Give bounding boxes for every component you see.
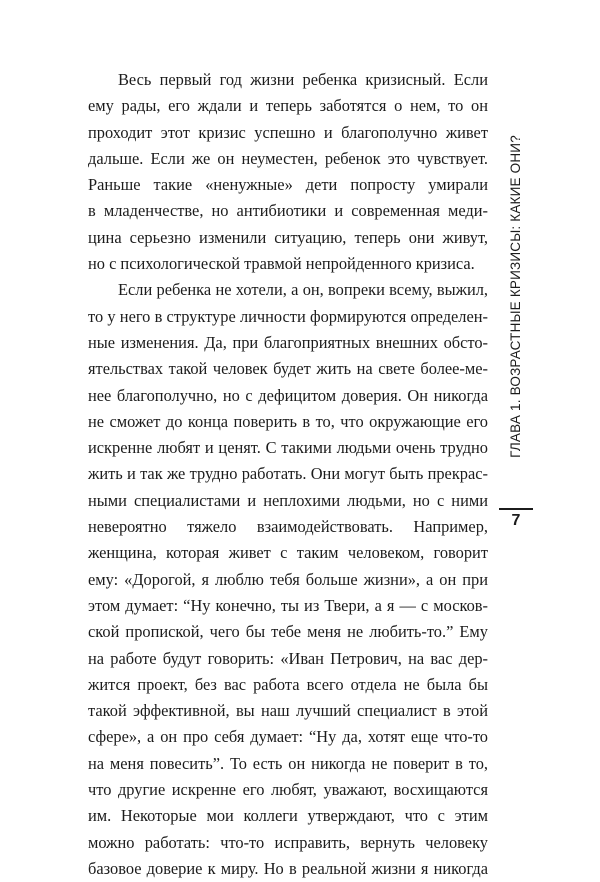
running-head bbox=[505, 96, 525, 496]
text-line: жить и так же трудно работать. Они могут быть прекрас- bbox=[88, 464, 488, 484]
text-line: дальше. Если же он неуместен, ребенок это чувствует. bbox=[88, 148, 488, 168]
text-line: нее благополучно, но с дефицитом доверия. Он никогда bbox=[88, 385, 488, 405]
text-line: не сможет до конца поверить в то, что окружающие его bbox=[88, 411, 488, 431]
text-line: женщина, которая живет с таким человеком, говорит bbox=[88, 543, 488, 563]
text-line: ятельствах такой человек будет жить на свете более-ме- bbox=[88, 359, 488, 379]
text-line: невероятно тяжело взаимодействовать. Например, bbox=[88, 517, 488, 537]
text-line: сфере», а он про себя думает: “Ну да, хотят еще что-то bbox=[88, 727, 488, 747]
text-line: такой эффективной, вы наш лучший специалист в этой bbox=[88, 701, 488, 721]
text-line: то у него в структуре личности формируются определен- bbox=[88, 306, 488, 326]
page-number: 7 bbox=[511, 512, 521, 529]
text-line: ему: «Дорогой, я люблю тебя больше жизни», а он при bbox=[88, 569, 488, 589]
text-line: им. Некоторые мои коллеги утверждают, что с этим bbox=[88, 806, 488, 826]
text-line: Раньше такие «ненужные» дети попросту умирали bbox=[88, 175, 488, 195]
text-line: Весь первый год жизни ребенка кризисный. Если bbox=[118, 70, 488, 89]
text-line: в младенчестве, но антибиотики и современная меди- bbox=[88, 201, 488, 221]
running-head-text: ГЛАВА 1. ВОЗРАСТНЫЕ КРИЗИСЫ: КАКИЕ ОНИ? bbox=[507, 134, 523, 458]
text-line: проходит этот кризис успешно и благополучно живет bbox=[88, 122, 488, 142]
text-line: Если ребенка не хотели, а он, вопреки всему, выжил, bbox=[118, 280, 488, 300]
text-line: жится проект, без вас работа всего отдела не была бы bbox=[88, 674, 488, 694]
text-line: можно работать: что-то исправить, вернуть человеку bbox=[88, 832, 488, 852]
text-line: но с психологической травмой непройденного кризиса. bbox=[88, 254, 475, 274]
text-line: на меня повесить”. То есть он никогда не поверит в то, bbox=[88, 753, 488, 773]
text-line: ные изменения. Да, при благоприятных внешних обсто- bbox=[88, 332, 488, 352]
text-line: что другие искренне его любят, уважают, восхищаются bbox=[88, 780, 488, 800]
text-line: базовое доверие к миру. Но в реальной жизни я никогда bbox=[88, 858, 488, 878]
text-line: на работе будут говорить: «Иван Петрович, на вас дер- bbox=[88, 648, 488, 668]
text-line: цина серьезно изменили ситуацию, теперь они живут, bbox=[88, 227, 488, 247]
text-line: искренне любят и ценят. С такими людьми очень трудно bbox=[88, 438, 488, 458]
text-line: ему рады, его ждали и теперь заботятся о нем, то он bbox=[88, 96, 488, 116]
body-text bbox=[88, 67, 488, 882]
text-line: ской пропиской, чего бы тебе меня не любить-то.” Ему bbox=[88, 622, 488, 642]
text-line: этом думает: “Ну конечно, ты из Твери, а я — с москов- bbox=[88, 595, 488, 615]
page-number-rule bbox=[499, 508, 533, 510]
text-line: ными специалистами и неплохими людьми, но с ними bbox=[88, 490, 488, 510]
